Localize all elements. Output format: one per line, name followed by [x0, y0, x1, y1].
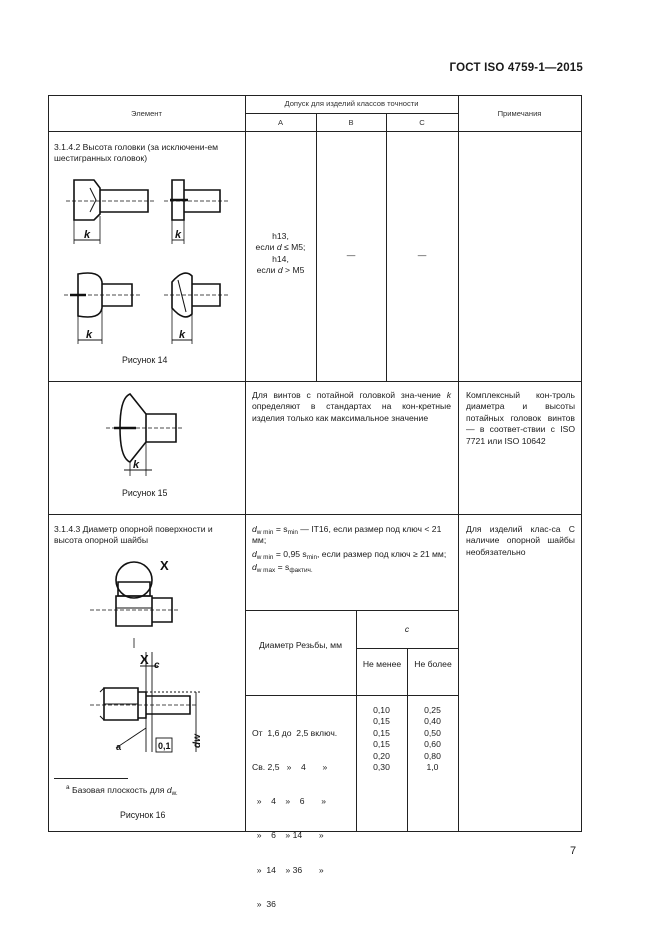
subtable-c-header: c: [404, 624, 410, 634]
row1-title: 3.1.4.2 Высота головки (за исключени-ем шестигранных головок): [54, 142, 219, 164]
row2-note: Комплексный кон-троль диаметра и высоты потайных головок винтов — в соответ-ствии с ISO 7721 или ISO 10642: [466, 390, 575, 446]
subtable-row: » 14 » 36 »: [252, 864, 324, 875]
figure-14-caption: Рисунок 14: [122, 355, 168, 365]
svg-text:k: k: [179, 329, 186, 341]
subtable-max-header: Не более: [414, 659, 452, 669]
subtable-row: Св. 2,5 » 4 »: [252, 762, 328, 773]
subtable-row: » 36: [252, 898, 276, 909]
subtable-row: » 4 » 6 »: [252, 796, 327, 807]
subtable-min-header: Не менее: [362, 659, 402, 669]
header-class-a: A: [277, 118, 284, 127]
subtable-row: » 6 » 14 »: [252, 830, 324, 841]
svg-text:0,1: 0,1: [158, 741, 171, 751]
subtable-range-column: [252, 705, 356, 922]
figure-15-drawing: [100, 388, 190, 478]
figure-16-drawing: [60, 552, 240, 762]
svg-text:k: k: [133, 459, 140, 471]
header-class-b: B: [348, 118, 354, 127]
footnote-rule: [54, 778, 128, 779]
svg-text:k: k: [86, 329, 93, 341]
header-notes: Примечания: [497, 109, 542, 118]
subtable-max-column: 0,25 0,40 0,50 0,60 0,80 1,0: [424, 705, 441, 773]
row3-title: 3.1.4.3 Диаметр опорной поверхности и высота опорной шайбы: [54, 524, 213, 546]
svg-text:k: k: [84, 229, 91, 241]
row3-note: Для изделий клас-са C наличие опорной шайбы необязательно: [466, 524, 575, 557]
figure-14-drawing: [60, 172, 240, 352]
figure-16-caption: Рисунок 16: [120, 810, 166, 820]
svg-text:c: c: [154, 660, 160, 671]
header-class-c: C: [419, 118, 425, 127]
svg-text:a: a: [116, 742, 122, 752]
svg-text:dw: dw: [192, 734, 203, 748]
row1-class-c-value: —: [417, 250, 427, 260]
page-number: 7: [570, 845, 577, 857]
svg-text:X: X: [140, 652, 149, 667]
svg-text:X: X: [160, 558, 169, 573]
svg-text:k: k: [175, 229, 182, 241]
subtable-min-column: 0,10 0,15 0,15 0,15 0,20 0,30: [373, 705, 390, 773]
row3-footnote: $^a$ Базовая плоскость для $d_{w.}$: [66, 784, 178, 797]
row3-formulas: $d_{w min} = s_{min}$ — IT16, если размер под ключ < 21 мм; $d_{w min} = 0,95$ $s_{min}$, если размер под ключ ≥ 21 мм; $d_{w max} = s_{фактич.}$: [252, 524, 447, 575]
header-element: Элемент: [131, 109, 162, 118]
subtable-thread-header: Диаметр Резьбы, мм: [259, 640, 342, 650]
figure-15-caption: Рисунок 15: [122, 488, 168, 498]
row1-class-b-value: —: [346, 250, 356, 260]
row1-class-a-value: h13, если d ≤ M5; h14, если d > M5: [255, 231, 306, 276]
row2-tolerance-text: Для винтов с потайной головкой зна-чение k определяют в стандартах на кон-кретные изделия только как максимальное значение: [252, 390, 451, 423]
document-standard-header: ГОСТ ISO 4759-1—2015: [449, 62, 583, 74]
header-tolerance: Допуск для изделий классов точности: [284, 99, 419, 108]
subtable-row: От 1,6 до 2,5 включ.: [252, 727, 338, 738]
